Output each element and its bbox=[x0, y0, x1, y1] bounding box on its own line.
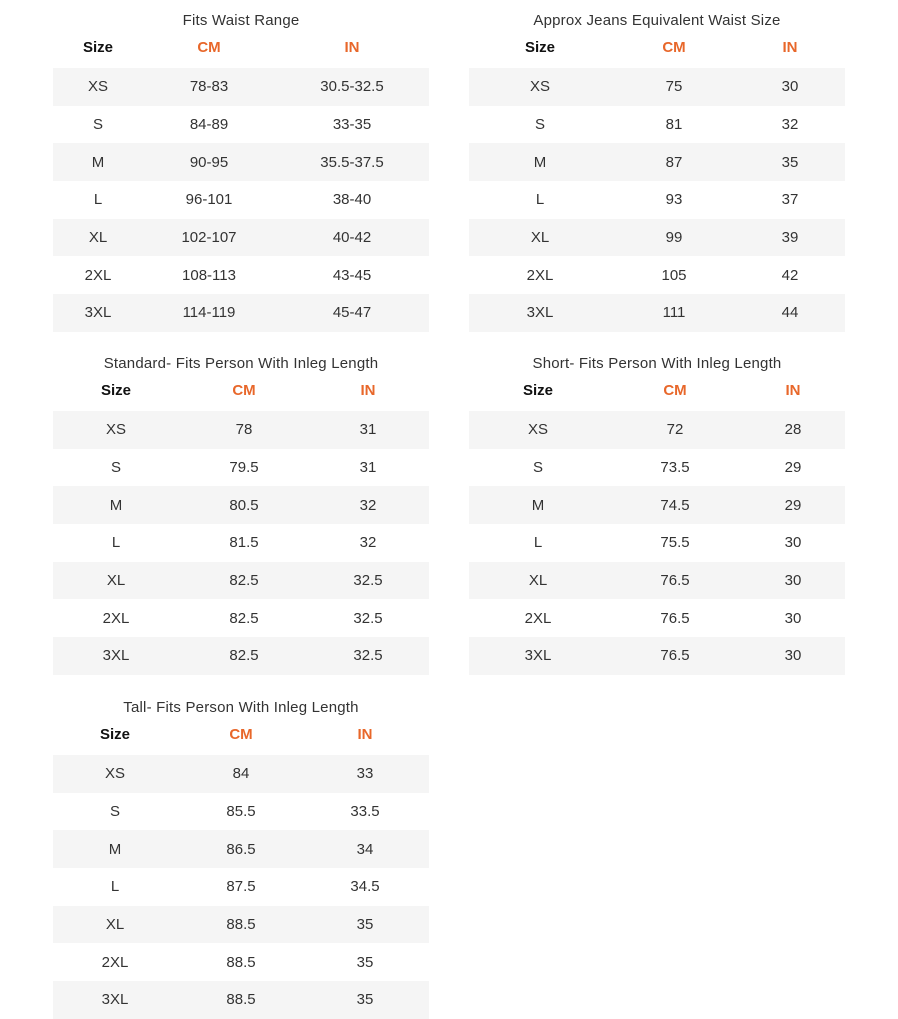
cell-cm: 111 bbox=[662, 304, 686, 322]
table-row bbox=[53, 486, 429, 524]
cell-size: XL bbox=[106, 572, 126, 590]
cell-cm: 81.5 bbox=[229, 534, 259, 552]
cell-size: 2XL bbox=[101, 953, 129, 971]
cell-cm: 75.5 bbox=[660, 534, 690, 552]
cell-size: M bbox=[109, 496, 123, 514]
table-row bbox=[53, 943, 429, 981]
cell-cm: 108-113 bbox=[182, 266, 236, 284]
cell-size: S bbox=[534, 116, 545, 134]
header-in: IN bbox=[785, 381, 801, 399]
cell-in: 32 bbox=[781, 116, 799, 134]
cell-in: 30 bbox=[784, 609, 802, 627]
table-row bbox=[469, 219, 845, 257]
table-header-row bbox=[469, 375, 845, 405]
cell-in: 33-35 bbox=[332, 116, 372, 134]
table-row bbox=[53, 256, 429, 294]
table-row bbox=[469, 449, 845, 487]
table-row bbox=[469, 524, 845, 562]
cell-size: L bbox=[533, 534, 543, 552]
cell-in: 34 bbox=[356, 840, 374, 858]
header-size: Size bbox=[99, 725, 130, 743]
cell-in: 29 bbox=[784, 496, 802, 514]
cell-size: L bbox=[110, 878, 120, 896]
table-row bbox=[53, 868, 429, 906]
table-row bbox=[469, 256, 845, 294]
cell-cm: 85.5 bbox=[226, 803, 256, 821]
cell-size: L bbox=[535, 191, 545, 209]
cell-size: 3XL bbox=[526, 304, 554, 322]
cell-cm: 74.5 bbox=[660, 496, 690, 514]
header-in: IN bbox=[357, 725, 373, 743]
cell-cm: 90-95 bbox=[189, 153, 229, 171]
cell-in: 30 bbox=[784, 572, 802, 590]
table-body bbox=[469, 411, 845, 675]
cell-cm: 87 bbox=[665, 153, 683, 171]
cell-in: 33 bbox=[356, 765, 374, 783]
cell-in: 32.5 bbox=[353, 572, 383, 590]
cell-cm: 80.5 bbox=[229, 496, 259, 514]
table-row bbox=[53, 68, 429, 106]
cell-size: M bbox=[531, 496, 545, 514]
table-row bbox=[53, 981, 429, 1019]
cell-size: 3XL bbox=[102, 647, 130, 665]
cell-cm: 82.5 bbox=[229, 647, 259, 665]
table-row bbox=[53, 637, 429, 675]
header-in: IN bbox=[782, 38, 798, 56]
cell-in: 35 bbox=[356, 953, 374, 971]
cell-size: XS bbox=[104, 765, 125, 783]
cell-in: 35 bbox=[356, 916, 374, 934]
cell-in: 29 bbox=[784, 459, 802, 477]
header-size: Size bbox=[524, 38, 555, 56]
table-row bbox=[53, 449, 429, 487]
cell-cm: 81 bbox=[665, 116, 683, 134]
table-caption: Standard- Fits Person With Inleg Length bbox=[103, 355, 379, 372]
cell-in: 35.5-37.5 bbox=[320, 153, 384, 171]
cell-size: 3XL bbox=[101, 991, 129, 1009]
cell-cm: 82.5 bbox=[229, 572, 259, 590]
cell-size: M bbox=[533, 153, 547, 171]
table-row bbox=[469, 599, 845, 637]
tall-inleg-table bbox=[53, 697, 429, 1019]
table-row bbox=[53, 143, 429, 181]
cell-in: 44 bbox=[781, 304, 799, 322]
cell-size: XS bbox=[527, 421, 548, 439]
header-size: Size bbox=[522, 381, 553, 399]
header-cm: CM bbox=[662, 38, 686, 56]
cell-size: XS bbox=[105, 421, 126, 439]
cell-cm: 114-119 bbox=[182, 304, 236, 322]
cell-cm: 72 bbox=[666, 421, 684, 439]
cell-size: 2XL bbox=[84, 266, 112, 284]
table-row bbox=[469, 143, 845, 181]
cell-in: 33.5 bbox=[350, 803, 380, 821]
table-row bbox=[469, 181, 845, 219]
table-caption: Approx Jeans Equivalent Waist Size bbox=[533, 12, 781, 29]
cell-cm: 78-83 bbox=[189, 78, 229, 96]
cell-cm: 78 bbox=[235, 421, 253, 439]
cell-size: XL bbox=[528, 572, 548, 590]
standard-inleg-table bbox=[53, 353, 429, 675]
cell-in: 28 bbox=[784, 421, 802, 439]
cell-cm: 99 bbox=[665, 229, 683, 247]
table-row bbox=[469, 68, 845, 106]
table-body bbox=[469, 68, 845, 332]
cell-size: 3XL bbox=[524, 647, 552, 665]
cell-size: XL bbox=[88, 229, 108, 247]
cell-in: 32 bbox=[359, 496, 377, 514]
cell-cm: 75 bbox=[665, 78, 683, 96]
cell-in: 32.5 bbox=[353, 647, 383, 665]
waist-range-table bbox=[53, 10, 429, 332]
cell-in: 30.5-32.5 bbox=[320, 78, 384, 96]
cell-size: L bbox=[93, 191, 103, 209]
table-row bbox=[469, 294, 845, 332]
table-row bbox=[53, 524, 429, 562]
table-row bbox=[53, 755, 429, 793]
short-inleg-table bbox=[469, 353, 845, 675]
cell-cm: 84 bbox=[232, 765, 250, 783]
cell-in: 34.5 bbox=[350, 878, 380, 896]
cell-in: 30 bbox=[784, 534, 802, 552]
cell-in: 32.5 bbox=[353, 609, 383, 627]
table-header-row bbox=[469, 32, 845, 62]
cell-cm: 73.5 bbox=[660, 459, 690, 477]
table-row bbox=[469, 486, 845, 524]
cell-cm: 88.5 bbox=[226, 916, 256, 934]
cell-in: 35 bbox=[356, 991, 374, 1009]
cell-size: M bbox=[108, 840, 122, 858]
cell-in: 37 bbox=[781, 191, 799, 209]
table-body bbox=[53, 411, 429, 675]
header-cm: CM bbox=[229, 725, 253, 743]
header-cm: CM bbox=[232, 381, 256, 399]
cell-in: 35 bbox=[781, 153, 799, 171]
cell-size: XL bbox=[105, 916, 125, 934]
cell-cm: 84-89 bbox=[189, 116, 229, 134]
cell-cm: 105 bbox=[661, 266, 687, 284]
cell-in: 39 bbox=[781, 229, 799, 247]
cell-cm: 76.5 bbox=[660, 647, 690, 665]
table-row bbox=[53, 599, 429, 637]
header-size: Size bbox=[100, 381, 131, 399]
cell-cm: 87.5 bbox=[226, 878, 256, 896]
cell-cm: 76.5 bbox=[660, 572, 690, 590]
table-row bbox=[53, 411, 429, 449]
cell-cm: 86.5 bbox=[226, 840, 256, 858]
cell-in: 40-42 bbox=[332, 229, 372, 247]
header-cm: CM bbox=[663, 381, 687, 399]
table-caption: Tall- Fits Person With Inleg Length bbox=[123, 699, 359, 716]
table-row bbox=[53, 562, 429, 600]
cell-size: 2XL bbox=[526, 266, 554, 284]
cell-size: XS bbox=[87, 78, 108, 96]
cell-in: 32 bbox=[359, 534, 377, 552]
header-in: IN bbox=[344, 38, 360, 56]
table-row bbox=[53, 219, 429, 257]
cell-in: 30 bbox=[784, 647, 802, 665]
cell-size: L bbox=[111, 534, 121, 552]
cell-size: S bbox=[532, 459, 543, 477]
cell-cm: 93 bbox=[665, 191, 683, 209]
table-row bbox=[53, 181, 429, 219]
cell-cm: 79.5 bbox=[229, 459, 259, 477]
cell-cm: 76.5 bbox=[660, 609, 690, 627]
cell-cm: 88.5 bbox=[226, 991, 256, 1009]
table-header-row bbox=[53, 719, 429, 749]
cell-cm: 96-101 bbox=[185, 191, 233, 209]
table-caption: Fits Waist Range bbox=[182, 12, 300, 29]
cell-size: S bbox=[109, 803, 120, 821]
cell-size: 2XL bbox=[102, 609, 130, 627]
table-row bbox=[469, 637, 845, 675]
cell-cm: 102-107 bbox=[181, 229, 237, 247]
table-row bbox=[469, 106, 845, 144]
table-row bbox=[53, 830, 429, 868]
cell-size: XS bbox=[529, 78, 550, 96]
cell-size: S bbox=[92, 116, 103, 134]
table-header-row bbox=[53, 375, 429, 405]
header-in: IN bbox=[360, 381, 376, 399]
table-caption: Short- Fits Person With Inleg Length bbox=[532, 355, 782, 372]
cell-size: 2XL bbox=[524, 609, 552, 627]
cell-size: S bbox=[110, 459, 121, 477]
jeans-equivalent-table bbox=[469, 10, 845, 332]
cell-size: XL bbox=[530, 229, 550, 247]
cell-size: 3XL bbox=[84, 304, 112, 322]
header-cm: CM bbox=[197, 38, 221, 56]
cell-in: 43-45 bbox=[332, 266, 372, 284]
table-row bbox=[53, 906, 429, 944]
cell-cm: 82.5 bbox=[229, 609, 259, 627]
cell-in: 38-40 bbox=[332, 191, 372, 209]
cell-in: 31 bbox=[359, 421, 377, 439]
header-size: Size bbox=[82, 38, 113, 56]
cell-in: 31 bbox=[359, 459, 377, 477]
table-row bbox=[53, 294, 429, 332]
table-body bbox=[53, 68, 429, 332]
table-header-row bbox=[53, 32, 429, 62]
cell-cm: 88.5 bbox=[226, 953, 256, 971]
cell-in: 45-47 bbox=[332, 304, 372, 322]
table-row bbox=[469, 562, 845, 600]
cell-in: 42 bbox=[781, 266, 799, 284]
table-body bbox=[53, 755, 429, 1019]
cell-in: 30 bbox=[781, 78, 799, 96]
table-row bbox=[53, 793, 429, 831]
cell-size: M bbox=[91, 153, 105, 171]
table-row bbox=[469, 411, 845, 449]
table-row bbox=[53, 106, 429, 144]
